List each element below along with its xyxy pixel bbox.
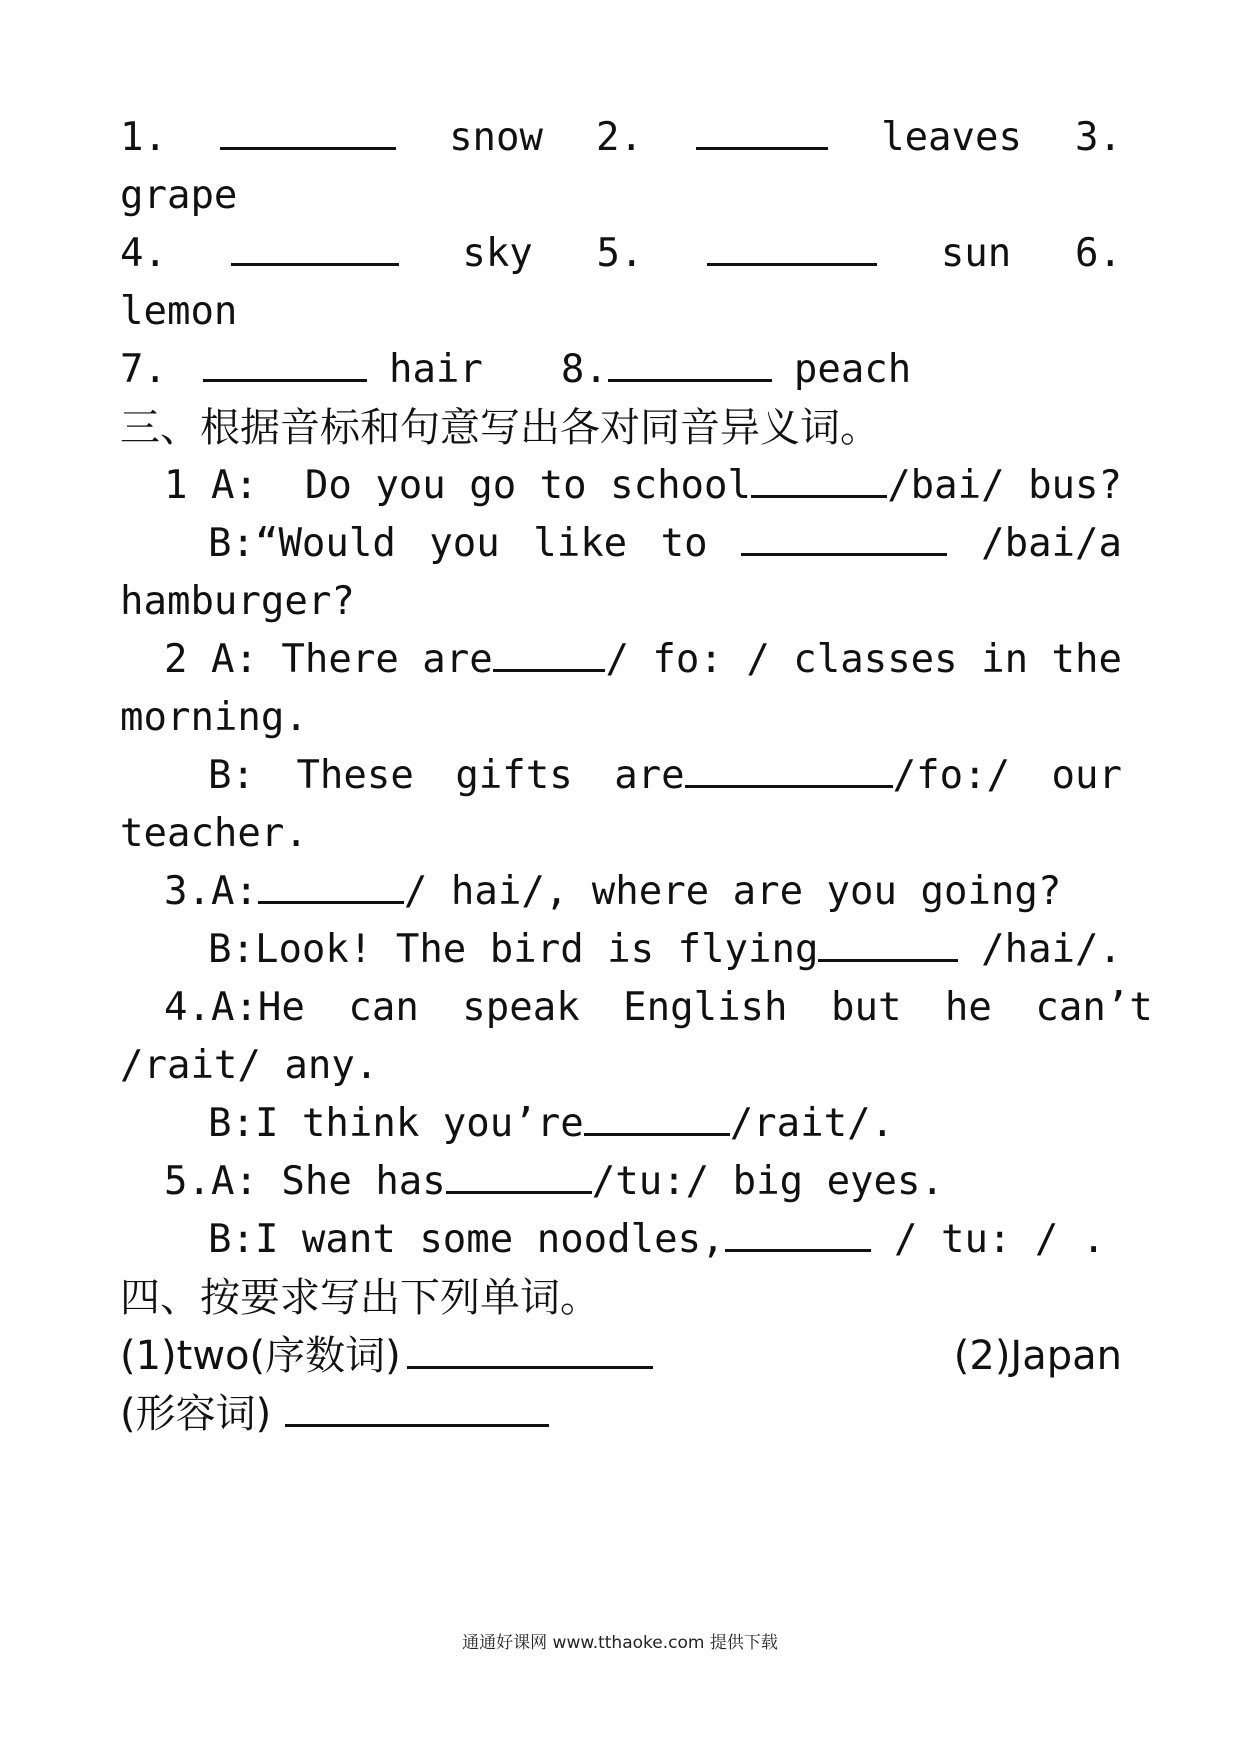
answer-blank[interactable] [818, 923, 957, 962]
answer-blank[interactable] [285, 1388, 549, 1427]
answer-blank[interactable] [741, 517, 947, 556]
question-text: /tu:/ big eyes. [591, 1159, 944, 1204]
q2-b-wrap: teacher. [120, 811, 308, 856]
word: peach [793, 347, 912, 392]
q3-b [120, 918, 1122, 982]
row-1-wrap [120, 164, 1122, 228]
q4-a: 4.A:He can speak English but he can’t [164, 985, 1153, 1030]
question-text: (形容词) [120, 1391, 272, 1437]
q4-b [120, 1092, 1122, 1156]
question-text: B:“Would you like to [208, 521, 708, 566]
q2-a-wrap: morning. [120, 695, 308, 740]
answer-blank[interactable] [231, 227, 399, 266]
answer-blank[interactable] [696, 111, 828, 150]
answer-blank[interactable] [446, 1155, 592, 1194]
question-text: 3.A: [164, 869, 258, 914]
question-text: /bai/a [981, 521, 1122, 566]
q5-b [120, 1208, 1122, 1272]
question-text: / hai/, where are you going? [403, 869, 1062, 914]
word: hair [388, 347, 483, 392]
section-4-row-2 [120, 1382, 1122, 1446]
question-text: / tu: / . [870, 1217, 1106, 1262]
question-text: B:I think you’re [208, 1101, 584, 1146]
question-text: 5.A: She has [164, 1159, 446, 1204]
item-number: 4. [120, 231, 167, 276]
q1-b-wrap: hamburger? [120, 579, 355, 624]
item-number: 8. [560, 347, 608, 392]
answer-blank[interactable] [685, 749, 893, 788]
question-text: /hai/. [957, 927, 1122, 972]
row-2 [120, 222, 1122, 286]
q5-a [120, 1150, 1122, 1214]
item-number: 3. [1075, 115, 1122, 160]
question-text: / fo: / classes in the [605, 637, 1122, 682]
page-footer: 通通好课网 www.tthaoke.com 提供下载 [462, 1633, 778, 1653]
answer-blank[interactable] [707, 227, 877, 266]
row-2-wrap [120, 280, 1122, 344]
answer-blank[interactable] [751, 459, 887, 498]
word: sky [462, 231, 533, 276]
q1-b [120, 512, 1122, 576]
q4-a-wrap: /rait/ any. [120, 1043, 379, 1088]
row-1 [120, 106, 1122, 170]
row-3 [120, 338, 1122, 402]
word: leaves [881, 115, 1022, 160]
question-text: /rait/. [729, 1101, 895, 1146]
item-number: 7. [120, 347, 167, 392]
q2-a [120, 628, 1122, 692]
word: lemon [120, 289, 238, 334]
word: sun [940, 231, 1012, 276]
question-text: B: These gifts are [208, 753, 685, 798]
word: snow [449, 115, 543, 160]
item-group [120, 1324, 653, 1388]
answer-blank[interactable] [725, 1213, 871, 1252]
question-text: /bai/ bus? [887, 463, 1122, 508]
answer-blank[interactable] [493, 633, 606, 672]
q1-a [120, 454, 1122, 518]
question-text: B:I want some noodles, [208, 1217, 725, 1262]
answer-blank[interactable] [203, 343, 367, 382]
section-3-title: 三、根据音标和句意写出各对同音异义词。 [120, 405, 880, 451]
q2-b [120, 744, 1122, 808]
answer-blank[interactable] [608, 343, 772, 382]
section-4-title: 四、按要求写出下列单词。 [120, 1275, 600, 1321]
question-text: B:Look! The bird is flying [208, 927, 819, 972]
item-number: 6. [1074, 231, 1122, 276]
item-number: 2. [596, 115, 643, 160]
item-number: 1. [120, 115, 167, 160]
answer-blank[interactable] [258, 865, 404, 904]
question-text: (1)two(序数词) [120, 1333, 401, 1379]
question-text: (2)Japan [953, 1333, 1122, 1379]
q3-a [120, 860, 1122, 924]
question-text: 1 A: Do you go to school [164, 463, 751, 508]
answer-blank[interactable] [584, 1097, 730, 1136]
item-number: 5. [596, 231, 644, 276]
answer-blank[interactable] [220, 111, 396, 150]
answer-blank[interactable] [407, 1330, 653, 1369]
section-4-row-1 [120, 1324, 1122, 1388]
word: grape [120, 173, 238, 218]
question-text: 2 A: There are [164, 637, 493, 682]
question-text: /fo:/ our [892, 753, 1122, 798]
